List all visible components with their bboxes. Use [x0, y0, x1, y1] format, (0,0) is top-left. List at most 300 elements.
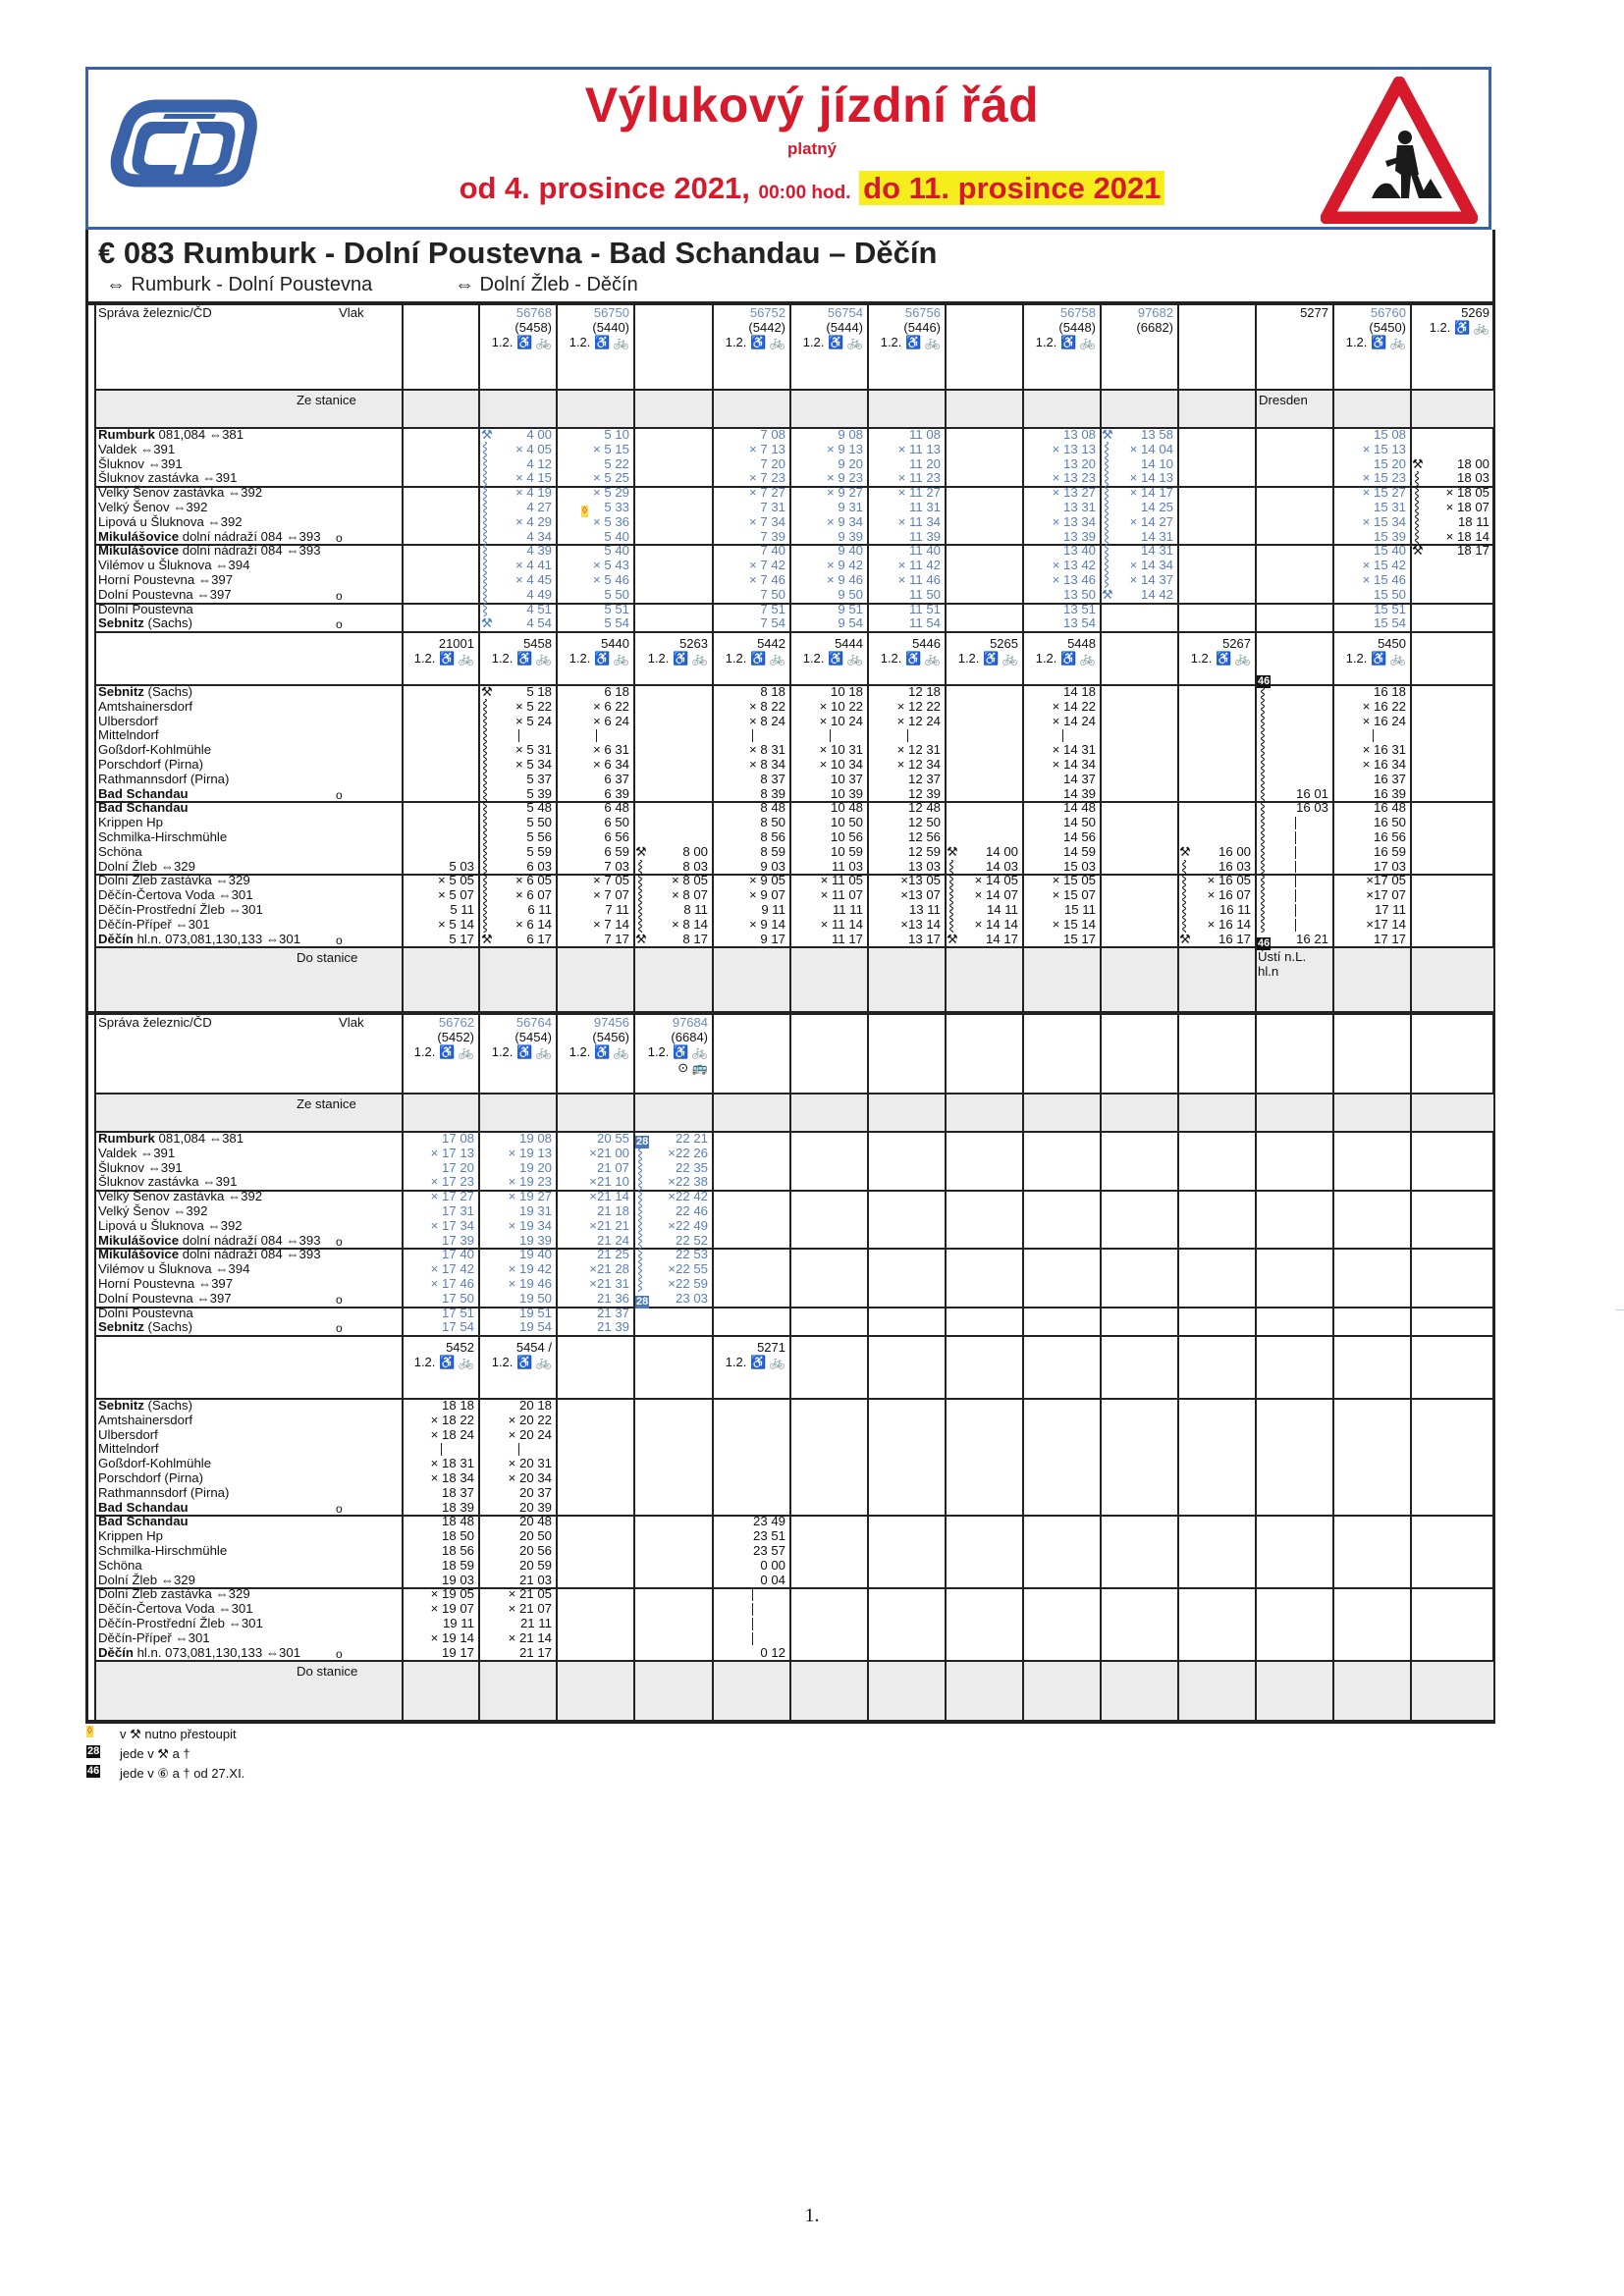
time-cell: × 15 14 — [1052, 916, 1096, 932]
time-cell: 20 18 — [518, 1398, 552, 1413]
time-cell: 23 03 — [675, 1290, 708, 1306]
time-cell: × 11 42 — [897, 558, 941, 573]
time-cell: 7 03 — [604, 858, 629, 874]
time-cell: × 19 14 — [430, 1629, 474, 1645]
pass-through-line — [1295, 846, 1296, 859]
class-and-amenities: 1.2. ♿ 🚲 — [1345, 335, 1406, 349]
time-cell: × 11 14 — [820, 916, 863, 932]
time-cell: ×17 14 — [1366, 916, 1406, 932]
station-rest: (Sachs) — [143, 1398, 192, 1413]
station-rest: Šluknov ⇔391 — [98, 455, 183, 471]
time-cell: × 7 42 — [748, 558, 785, 573]
time-cell: 21 25 — [596, 1247, 629, 1262]
row-divider — [95, 684, 1493, 686]
time-cell: ×21 14 — [589, 1189, 629, 1204]
time-cell: 7 31 — [760, 500, 785, 514]
time-cell: 4 54 — [526, 615, 552, 631]
time-cell: 9 51 — [838, 601, 863, 616]
train-number: (5444) — [826, 320, 863, 335]
station-bold: Bad Schandau — [98, 800, 189, 816]
time-cell: 7 08 — [760, 427, 785, 442]
time-cell: 9 31 — [838, 500, 863, 514]
station-bold: Rumburk — [98, 1131, 155, 1146]
bus-number: 56768 — [515, 305, 552, 320]
station-name — [98, 530, 321, 545]
time-cell: 5 50 — [604, 586, 629, 602]
time-cell: 17 31 — [441, 1203, 474, 1218]
station-rest: Mittelndorf — [98, 1441, 159, 1457]
time-cell: 21 39 — [596, 1319, 629, 1335]
train-number: (5448) — [1058, 320, 1096, 335]
change-circle-icon: o — [336, 617, 343, 632]
station-rest: Rathmannsdorf (Pirna) — [98, 1484, 230, 1500]
time-cell: 6 17 — [526, 931, 552, 946]
row-divider — [95, 1131, 1493, 1133]
time-cell: 23 57 — [752, 1543, 785, 1558]
class-and-amenities: 1.2. ♿ 🚲 — [568, 335, 629, 349]
time-cell: 6 18 — [604, 684, 629, 699]
time-cell: × 12 22 — [896, 698, 941, 714]
time-cell: 11 50 — [908, 586, 941, 602]
time-cell: 18 39 — [441, 1499, 474, 1515]
station-name — [98, 801, 189, 816]
time-cell: 16 48 — [1373, 800, 1406, 816]
station-rest: Velký Šenov ⇔392 — [98, 500, 208, 514]
time-cell: × 15 23 — [1362, 470, 1406, 486]
time-cell: 4 00 — [526, 427, 552, 442]
train-number: 21001 — [438, 636, 474, 652]
row-divider — [95, 603, 1493, 605]
class-and-amenities: 1.2. ♿ 🚲 — [413, 1044, 474, 1059]
time-cell: × 4 05 — [514, 441, 552, 456]
class-and-amenities: 1.2. ♿ 🚲 — [802, 335, 863, 349]
row-divider — [95, 486, 1493, 488]
time-cell: 8 59 — [760, 843, 785, 859]
time-cell: × 5 22 — [514, 698, 552, 714]
time-cell: 13 39 — [1062, 528, 1096, 544]
pass-through-line — [1373, 729, 1374, 742]
from-station-label: Ze stanice — [297, 1096, 356, 1111]
station-rest: Porschdorf (Pirna) — [98, 1470, 204, 1485]
station-rest: Ulbersdorf — [98, 713, 158, 728]
time-cell: 15 39 — [1373, 528, 1406, 544]
time-cell: × 19 42 — [508, 1261, 552, 1277]
time-cell: 7 54 — [760, 615, 785, 631]
time-cell: × 6 14 — [514, 916, 552, 932]
time-cell: × 17 23 — [430, 1174, 474, 1190]
time-cell: 12 39 — [907, 785, 941, 801]
time-cell: 13 40 — [1062, 543, 1096, 559]
time-cell: 11 11 — [832, 902, 863, 917]
station-rest: Schmilka-Hirschmühle — [98, 829, 228, 844]
pass-through-line — [1295, 875, 1296, 887]
class-and-amenities: 1.2. ♿ 🚲 — [725, 1355, 785, 1370]
class-and-amenities: 1.2. ♿ 🚲 — [1345, 651, 1406, 667]
time-cell: × 13 23 — [1052, 470, 1096, 486]
time-cell: 14 59 — [1062, 843, 1096, 859]
train-number: 5442 — [757, 636, 785, 652]
time-cell: × 15 46 — [1362, 572, 1406, 587]
station-name — [98, 845, 142, 860]
station-rest: dolní nádraží 084 ⇔393 — [179, 528, 321, 544]
column-divider — [1410, 303, 1412, 1013]
roadwork-warning-icon — [1321, 77, 1478, 224]
time-cell: 6 39 — [604, 785, 629, 801]
column-divider — [1177, 303, 1179, 1013]
time-cell: 13 08 — [1062, 427, 1096, 442]
from-station-label: Ze stanice — [297, 393, 356, 407]
time-cell: 7 50 — [760, 586, 785, 602]
time-cell: 16 56 — [1373, 829, 1406, 844]
time-cell: ×21 28 — [589, 1261, 629, 1277]
time-cell: 11 40 — [908, 543, 941, 559]
column-divider — [1410, 1013, 1412, 1722]
time-cell: 15 08 — [1373, 427, 1406, 442]
train-number: 5450 — [1378, 636, 1406, 652]
valid-from: od 4. prosince 2021, — [459, 171, 750, 205]
time-cell: 11 17 — [831, 931, 863, 946]
station-name — [98, 758, 203, 773]
time-cell: 17 03 — [1373, 858, 1406, 874]
time-cell: 7 11 — [605, 902, 629, 917]
station-bold: Sebnitz — [98, 1319, 144, 1335]
time-cell: 19 31 — [518, 1203, 552, 1218]
time-cell: 18 11 — [1457, 513, 1489, 529]
hammers-icon: ⚒ — [1179, 843, 1191, 859]
time-cell: 6 50 — [604, 815, 629, 830]
time-cell: 4 51 — [526, 601, 552, 616]
time-cell: × 8 31 — [748, 742, 785, 758]
station-name — [98, 486, 262, 501]
station-rest: hl.n. 073,081,130,133 ⇔301 — [133, 1644, 301, 1660]
train-number: 5269 — [1461, 305, 1489, 320]
replacement-bus-line — [636, 1146, 644, 1292]
time-cell: ×17 05 — [1366, 873, 1406, 888]
time-cell: 18 03 — [1456, 470, 1489, 486]
station-name — [98, 603, 193, 617]
time-cell: × 8 22 — [748, 698, 785, 714]
class-and-amenities: 1.2. ♿ 🚲 — [491, 335, 552, 349]
time-cell: 16 00 — [1218, 843, 1251, 859]
time-cell: 8 50 — [760, 815, 785, 830]
station-name — [98, 443, 175, 457]
row-divider — [95, 1190, 1493, 1192]
time-cell: × 9 13 — [826, 441, 863, 456]
station-rest: (Sachs) — [143, 684, 192, 699]
station-rest: Dolní Žleb ⇔329 — [98, 858, 195, 874]
time-cell: 7 39 — [760, 528, 785, 544]
station-rest: Děčín-Přípeř ⇔301 — [98, 916, 210, 932]
hammers-icon: ⚒ — [1179, 931, 1191, 946]
time-cell: 19 08 — [518, 1131, 552, 1146]
time-cell: 5 40 — [604, 528, 629, 544]
time-cell: × 16 05 — [1207, 873, 1251, 888]
time-cell: × 17 34 — [430, 1217, 474, 1233]
time-cell: × 14 07 — [974, 887, 1018, 903]
time-cell: × 18 34 — [430, 1470, 474, 1485]
station-bold: Mikulášovice — [98, 528, 180, 544]
station-rest: Schöna — [98, 1557, 142, 1573]
column-divider — [1100, 1013, 1102, 1722]
time-cell: 0 00 — [760, 1557, 785, 1573]
time-cell: × 7 23 — [748, 470, 785, 486]
class-and-amenities: 1.2. ♿ 🚲 — [647, 1044, 708, 1059]
replacement-bus-line — [1259, 687, 1267, 933]
time-cell: × 19 07 — [430, 1601, 474, 1617]
station-rest: Goßdorf-Kohlmühle — [98, 1456, 212, 1471]
pass-through-line — [518, 729, 519, 742]
time-cell: × 6 24 — [592, 713, 629, 728]
time-cell: 9 39 — [838, 528, 863, 544]
time-cell: × 11 13 — [897, 441, 941, 456]
time-cell: × 21 05 — [508, 1586, 552, 1602]
time-cell: 15 51 — [1373, 601, 1406, 616]
train-number: 5448 — [1067, 636, 1096, 652]
hammers-icon: ⚒ — [481, 684, 493, 699]
bus-number: 56752 — [749, 305, 785, 320]
station-name — [98, 1190, 262, 1204]
time-cell: 15 20 — [1373, 455, 1406, 471]
station-name — [98, 1631, 210, 1646]
time-cell: 10 39 — [830, 785, 863, 801]
time-cell: 13 51 — [1062, 601, 1096, 616]
row-divider — [95, 389, 1493, 391]
time-cell: × 5 05 — [437, 873, 474, 888]
time-cell: 15 50 — [1373, 586, 1406, 602]
station-rest: Dolní Žleb zastávka ⇔329 — [98, 873, 250, 888]
time-cell: × 11 05 — [820, 873, 863, 888]
pass-through-line — [596, 729, 597, 742]
time-cell: 20 48 — [518, 1514, 552, 1529]
bus-number: 97684 — [672, 1015, 708, 1030]
station-rest: Šluknov zastávka ⇔391 — [98, 470, 238, 486]
note-46-badge: 46 — [87, 1765, 100, 1777]
time-cell: × 7 34 — [748, 513, 785, 529]
station-rest: Děčín-Přípeř ⇔301 — [98, 1629, 210, 1645]
time-cell: × 18 07 — [1445, 500, 1489, 514]
time-cell: 8 18 — [760, 684, 785, 699]
time-cell: × 17 46 — [430, 1276, 474, 1291]
time-cell: 12 59 — [907, 843, 941, 859]
pass-through-line — [1295, 817, 1296, 829]
station-bold: Bad Schandau — [98, 1514, 189, 1529]
from-station-name: Dresden — [1259, 393, 1308, 407]
time-cell: × 9 14 — [748, 916, 785, 932]
time-cell: × 18 31 — [430, 1456, 474, 1471]
row-divider — [95, 631, 1493, 633]
station-rest: Dolní Žleb ⇔329 — [98, 1572, 195, 1587]
time-cell: 7 51 — [760, 601, 785, 616]
hammers-icon: ⚒ — [1412, 543, 1424, 559]
station-rest: Krippen Hp — [98, 1528, 163, 1544]
time-cell: × 14 13 — [1129, 470, 1173, 486]
replacement-bus-line — [1413, 471, 1421, 544]
time-cell: 10 50 — [830, 815, 863, 830]
time-cell: × 8 34 — [748, 757, 785, 772]
time-cell: × 5 14 — [437, 916, 474, 932]
column-divider — [1493, 303, 1495, 1013]
column-divider — [712, 1013, 714, 1722]
station-bold: Rumburk — [98, 427, 155, 442]
time-cell: 19 11 — [442, 1616, 474, 1630]
station-rest: Horní Poustevna ⇔397 — [98, 572, 234, 587]
row-divider — [95, 1335, 1493, 1337]
bus-number: 56764 — [515, 1015, 552, 1030]
train-label: Vlak — [339, 305, 364, 320]
station-bold: Sebnitz — [98, 615, 144, 631]
time-cell: 5 39 — [526, 785, 552, 801]
time-cell: × 9 42 — [826, 558, 863, 573]
time-cell: 14 17 — [985, 931, 1018, 946]
train-number: (5452) — [437, 1030, 474, 1044]
time-cell: × 14 27 — [1129, 513, 1173, 529]
time-cell: × 14 22 — [1052, 698, 1096, 714]
time-cell: × 5 29 — [592, 485, 629, 501]
station-bold: Děčín — [98, 931, 134, 946]
station-rest: Ulbersdorf — [98, 1426, 158, 1442]
time-cell: 8 48 — [760, 800, 785, 816]
column-divider — [478, 303, 480, 1013]
station-rest: (Sachs) — [143, 1319, 192, 1335]
column-divider — [712, 303, 714, 1013]
row-divider — [95, 801, 1493, 803]
change-circle-icon: o — [336, 1501, 343, 1516]
station-rest: (Sachs) — [143, 615, 192, 631]
time-cell: 8 56 — [760, 829, 785, 844]
note-28-badge — [635, 1292, 649, 1309]
time-cell: 21 37 — [596, 1305, 629, 1320]
station-rest: Děčín-Čertova Voda ⇔301 — [98, 887, 253, 903]
station-name — [98, 1262, 249, 1277]
time-cell: 9 40 — [838, 543, 863, 559]
time-cell: 19 51 — [518, 1305, 552, 1320]
time-cell: 18 56 — [441, 1543, 474, 1558]
time-cell: × 15 42 — [1362, 558, 1406, 573]
page-number: 1. — [804, 2205, 820, 2226]
time-cell: × 5 43 — [592, 558, 629, 573]
note-28-badge: 28 — [87, 1745, 100, 1757]
time-cell: 18 48 — [441, 1514, 474, 1529]
station-rest: Horní Poustevna ⇔397 — [98, 1276, 234, 1291]
station-name — [98, 1399, 192, 1414]
time-cell: × 7 27 — [748, 485, 785, 501]
time-cell: 10 56 — [830, 829, 863, 844]
train-number: 5277 — [1300, 305, 1328, 320]
station-name — [98, 728, 159, 743]
class-and-amenities: 1.2. ♿ 🚲 — [1190, 651, 1251, 667]
station-name — [98, 1277, 233, 1292]
column-divider — [556, 303, 558, 1013]
time-cell: × 17 42 — [430, 1261, 474, 1277]
time-cell: × 7 07 — [592, 887, 629, 903]
time-cell: × 16 34 — [1362, 757, 1406, 772]
time-cell: × 14 34 — [1129, 558, 1173, 573]
station-bold: Děčín — [98, 1644, 134, 1660]
time-cell: × 19 13 — [508, 1145, 552, 1160]
time-cell: 0 04 — [760, 1572, 785, 1587]
station-rest: Rathmannsdorf (Pirna) — [98, 771, 230, 786]
time-cell: 4 39 — [526, 543, 552, 559]
time-cell: 5 03 — [449, 858, 474, 874]
time-cell: × 4 19 — [514, 485, 552, 501]
transfer-diamond-icon: ◊ — [87, 1726, 92, 1736]
time-cell: × 6 31 — [592, 742, 629, 758]
transfer-diamond: ◊ — [582, 506, 587, 516]
time-cell: 5 59 — [526, 843, 552, 859]
change-circle-icon: o — [336, 588, 343, 603]
route-title: € 083 Rumburk - Dolní Poustevna - Bad Schandau – Děčín — [98, 236, 938, 270]
valid-to: do 11. prosince 2021 — [859, 171, 1164, 205]
time-cell: × 12 24 — [896, 713, 941, 728]
station-name — [98, 743, 211, 758]
time-cell: × 20 34 — [508, 1470, 552, 1485]
time-cell: × 5 24 — [514, 713, 552, 728]
time-cell: 19 39 — [518, 1232, 552, 1248]
station-name — [98, 700, 192, 715]
time-cell: 15 17 — [1062, 931, 1096, 946]
time-cell: 8 00 — [682, 843, 708, 859]
time-cell: × 13 13 — [1052, 441, 1096, 456]
time-cell: × 12 31 — [896, 742, 941, 758]
time-cell: × 16 31 — [1362, 742, 1406, 758]
station-name — [98, 787, 189, 802]
time-cell: × 16 14 — [1207, 916, 1251, 932]
time-cell: × 7 46 — [748, 572, 785, 587]
train-number: 5271 — [757, 1340, 785, 1356]
time-cell: 20 55 — [596, 1131, 629, 1146]
time-cell: × 19 46 — [508, 1276, 552, 1291]
class-and-amenities: 1.2. ♿ 🚲 — [491, 1355, 552, 1370]
station-name — [98, 918, 210, 933]
station-name — [98, 1147, 175, 1161]
bus-number: 97456 — [593, 1015, 629, 1030]
time-cell: × 9 46 — [826, 572, 863, 587]
train-number: 5454 / — [515, 1340, 552, 1356]
time-cell: × 7 14 — [592, 916, 629, 932]
train-number: (5450) — [1369, 320, 1406, 335]
time-cell: × 9 34 — [826, 513, 863, 529]
hammers-icon: ⚒ — [481, 427, 493, 442]
class-and-amenities: 1.2. ♿ 🚲 — [647, 651, 708, 667]
time-cell: × 15 27 — [1362, 485, 1406, 501]
station-name — [98, 715, 158, 729]
pass-through-line — [830, 729, 831, 742]
validity-label: platný — [786, 139, 838, 158]
time-cell: × 19 23 — [508, 1174, 552, 1190]
station-name — [98, 501, 207, 515]
pass-through-line — [1295, 861, 1296, 874]
station-rest: Valdek ⇔391 — [98, 1145, 176, 1160]
time-cell: × 10 22 — [819, 698, 863, 714]
time-cell: 18 59 — [441, 1557, 474, 1573]
time-cell: × 20 24 — [508, 1426, 552, 1442]
time-cell: 16 21 — [1295, 931, 1328, 946]
time-cell: × 19 34 — [508, 1217, 552, 1233]
time-cell: 16 39 — [1373, 785, 1406, 801]
bus-number: 56754 — [827, 305, 863, 320]
column-divider — [1332, 303, 1334, 1013]
station-name — [98, 1559, 142, 1574]
station-rest: 081,084 ⇔381 — [154, 427, 244, 442]
time-cell: × 21 07 — [508, 1601, 552, 1617]
scan-artifact — [1616, 1309, 1624, 1310]
time-cell: 22 52 — [675, 1232, 708, 1248]
time-cell: 4 12 — [526, 455, 552, 471]
station-name — [98, 1529, 163, 1544]
time-cell: 16 59 — [1373, 843, 1406, 859]
time-cell: 21 17 — [518, 1644, 552, 1660]
time-cell: 8 11 — [683, 902, 708, 917]
